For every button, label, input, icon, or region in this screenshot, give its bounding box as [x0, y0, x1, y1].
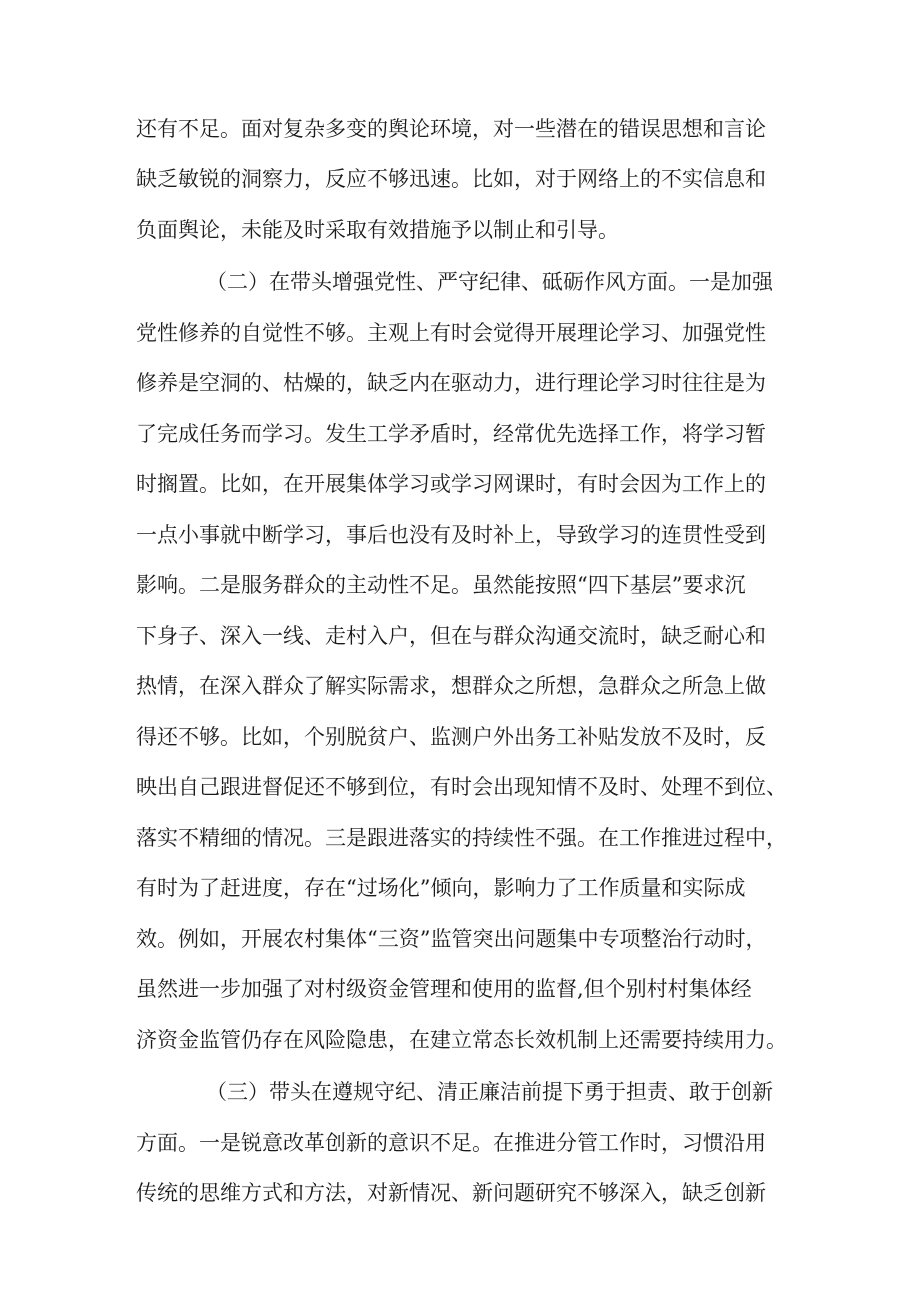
text-line: 下身子、深入一线、走村入户，但在与群众沟通交流时，缺乏耐心和 — [136, 624, 766, 648]
text-line: 一点小事就中断学习，事后也没有及时补上，导致学习的连贯性受到 — [136, 523, 766, 547]
text-line: 了完成任务而学习。发生工学矛盾时，经常优先选择工作，将学习暂 — [136, 422, 766, 446]
text-line: 负面舆论，未能及时采取有效措施予以制止和引导。 — [136, 218, 619, 242]
section-heading-3: （三）带头在遵规守纪、清正廉洁前提下勇于担责、敢于创新 — [206, 1080, 773, 1104]
text-line: 虽然进一步加强了对村级资金管理和使用的监督,但个别村村集体经 — [136, 977, 752, 1001]
text-line: 落实不精细的情况。三是跟进落实的持续性不强。在工作推进过程中， — [136, 826, 787, 850]
text-line: 党性修养的自觉性不够。主观上有时会觉得开展理论学习、加强党性 — [136, 321, 766, 345]
text-line: 济资金监管仍存在风险隐患，在建立常态长效机制上还需要持续用力。 — [136, 1028, 787, 1052]
text-line: 缺乏敏锐的洞察力，反应不够迅速。比如，对于网络上的不实信息和 — [136, 167, 766, 191]
text-line: 传统的思维方式和方法，对新情况、新问题研究不够深入，缺乏创新 — [136, 1181, 766, 1205]
text-line: 效。例如，开展农村集体“三资”监管突出问题集中专项整治行动时， — [136, 927, 767, 951]
section-heading-2: （二）在带头增强党性、严守纪律、砥砺作风方面。一是加强 — [206, 270, 773, 294]
text-line: 修养是空洞的、枯燥的，缺乏内在驱动力，进行理论学习时往往是为 — [136, 371, 766, 395]
text-line: 影响。二是服务群众的主动性不足。虽然能按照“四下基层”要求沉 — [136, 573, 746, 597]
text-line: 有时为了赶进度，存在“过场化”倾向，影响力了工作质量和实际成 — [136, 876, 746, 900]
text-line: 得还不够。比如，个别脱贫户、监测户外出务工补贴发放不及时，反 — [136, 725, 766, 749]
text-line: 映出自己跟进督促还不够到位，有时会出现知情不及时、处理不到位、 — [136, 775, 787, 799]
text-line: 热情，在深入群众了解实际需求，想群众之所想，急群众之所急上做 — [136, 674, 766, 698]
text-line: 方面。一是锐意改革创新的意识不足。在推进分管工作时，习惯沿用 — [136, 1131, 766, 1155]
text-line: 时搁置。比如，在开展集体学习或学习网课时，有时会因为工作上的 — [136, 472, 766, 496]
text-line: 还有不足。面对复杂多变的舆论环境，对一些潜在的错误思想和言论 — [136, 117, 766, 141]
